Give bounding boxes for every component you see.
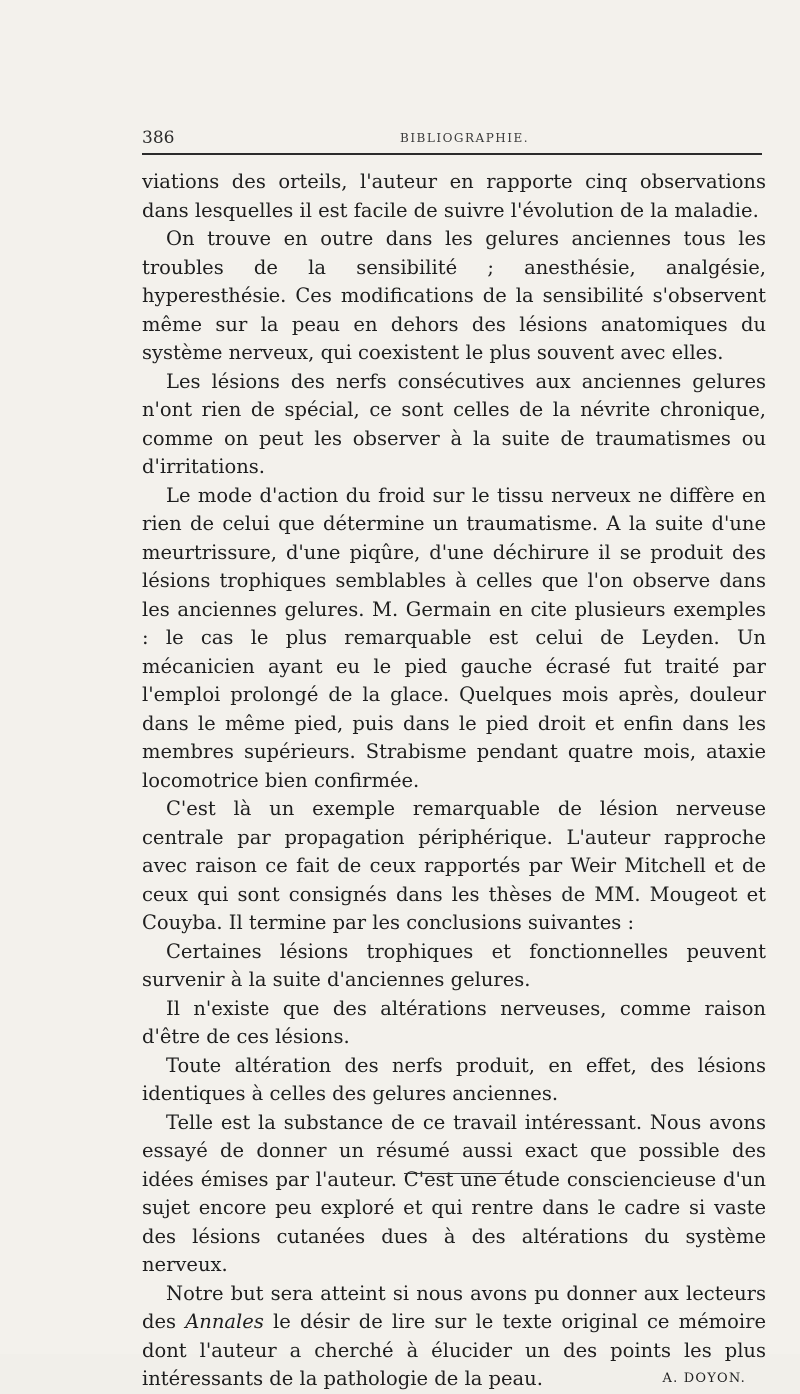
conclusion-1: Certaines lésions trophiques et fonctionnelles peuvent survenir à la suite d'anciennes gelures. <box>142 939 766 991</box>
header-rule <box>142 153 762 155</box>
journal-title: Annales <box>185 1310 264 1333</box>
paragraph-final <box>142 1280 766 1394</box>
final-text-end: le désir de lire sur le texte original ce mémoire dont l'auteur a cherché à élucider un des points les plus intéressants de la pathologie de la peau. <box>142 1310 766 1390</box>
author-signature: A. DOYON. <box>662 1371 746 1386</box>
page-number: 386 <box>142 128 175 148</box>
paragraph-4: Le mode d'action du froid sur le tissu nerveux ne diffère en rien de celui que détermine un traumatisme. A la suite d'une meurtrissure, d'une piqûre, d'une déchirure il se produit des lésions trophiques semblables à celles que l'on observe dans les anciennes gelures. M. Germain en cite plusieurs exemples : le cas le plus remarquable est celui de Leyden. Un mécanicien ayant eu le pied gauche écrasé fut traité par l'emploi prolongé de la glace. Quelques mois après, douleur dans le même pied, puis dans le pied droit et enfin dans les membres supérieurs. Strabisme pendant quatre mois, ataxie locomotrice bien confirmée. <box>142 483 766 792</box>
paragraph-summary: Telle est la substance de ce travail intéressant. Nous avons essayé de donner un résumé aussi exact que possible des idées émises par l'auteur. C'est une étude consciencieuse d'un sujet encore peu exploré et qui rentre dans le cadre si vaste des lésions cutanées dues à des altérations du système nerveux. <box>142 1110 766 1276</box>
paragraph-5: C'est là un exemple remarquable de lésion nerveuse centrale par propagation périphérique. L'auteur rapproche avec raison ce fait de ceux rapportés par Weir Mitchell et de ceux qui sont consignés dans les thèses de MM. Mougeot et Couyba. Il termine par les conclusions suivantes : <box>142 797 766 934</box>
paragraph-2: On trouve en outre dans les gelures anciennes tous les troubles de la sensibilité ; anesthésie, analgésie, hyperesthésie. Ces modifications de la sensibilité s'observent même sur la peau en dehors des lésions anatomiques du système nerveux, qui coexistent le plus souvent avec elles. <box>142 227 766 364</box>
page-header <box>142 128 762 148</box>
closing-rule <box>404 1173 512 1174</box>
final-text-start: Notre but sera atteint si nous avons pu donner aux lecteurs des <box>142 1281 766 1333</box>
conclusion-3: Toute altération des nerfs produit, en effet, des lésions identiques à celles des gelures anciennes. <box>142 1053 766 1105</box>
paragraph-1: viations des orteils, l'auteur en rapporte cinq observations dans lesquelles il est facile de suivre l'évolution de la maladie. <box>142 170 766 222</box>
paragraph-3: Les lésions des nerfs consécutives aux anciennes gelures n'ont rien de spécial, ce sont celles de la névrite chronique, comme on peut les observer à la suite de traumatismes ou d'irritations. <box>142 369 766 478</box>
body-text <box>142 168 766 1394</box>
running-head: BIBLIOGRAPHIE. <box>400 131 530 145</box>
conclusion-2: Il n'existe que des altérations nerveuses, comme raison d'être de ces lésions. <box>142 996 766 1048</box>
